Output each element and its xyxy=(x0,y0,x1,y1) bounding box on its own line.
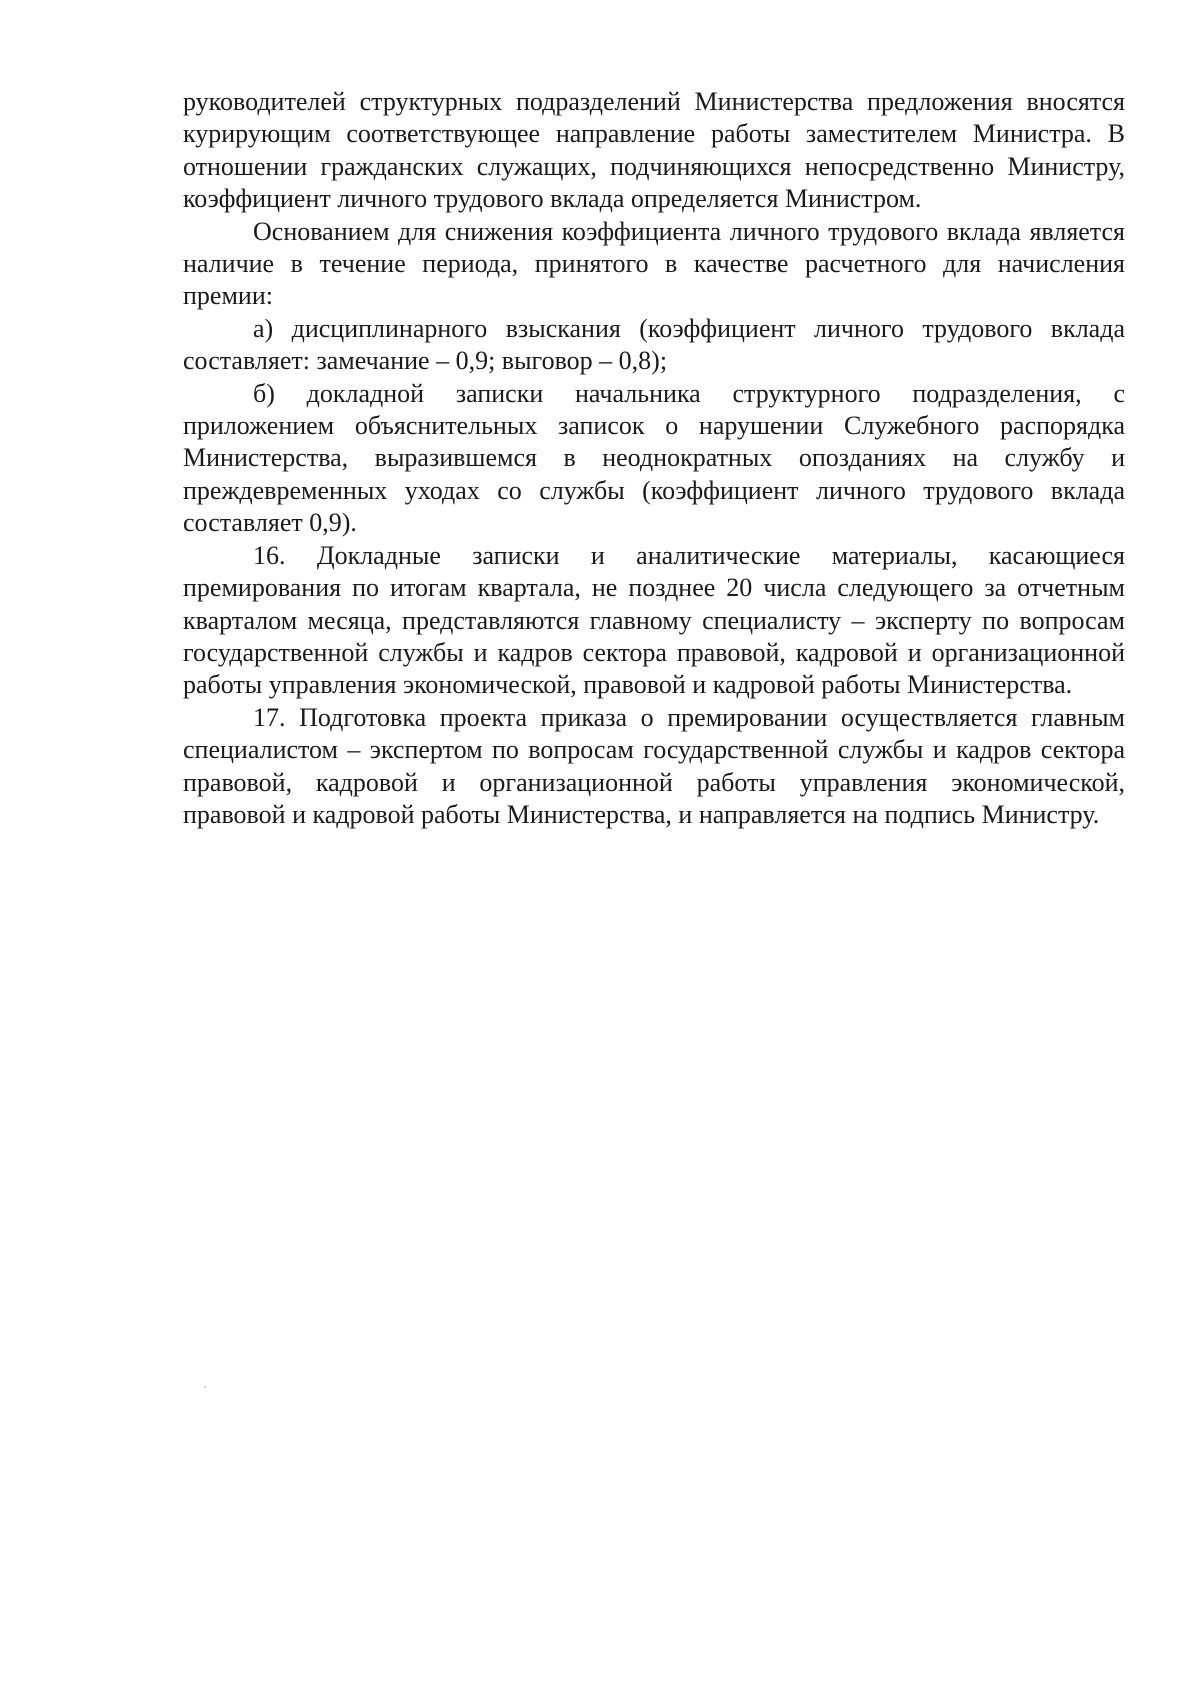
paragraph-basis: Основанием для снижения коэффициента личного трудового вклада является наличие в течение периода, принятого в качестве расчетного для начисления премии: xyxy=(183,216,1125,311)
paragraph-item-a: а) дисциплинарного взыскания (коэффициент личного трудового вклада составляет: замечание – 0,9; выговор – 0,8); xyxy=(183,313,1125,376)
paragraph-clause-16: 16. Докладные записки и аналитические материалы, касающиеся премирования по итогам квартала, не позднее 20 числа следующего за отчетным кварталом месяца, представляются главному специалисту – эксперту по вопросам государственной службы и кадров сектора правовой, кадровой и организационной работы управления экономической, правовой и кадровой работы Министерства. xyxy=(183,540,1125,700)
scan-speck xyxy=(204,1386,206,1388)
document-body xyxy=(183,86,1125,831)
paragraph-item-b: б) докладной записки начальника структурного подразделения, с приложением объяснительных записок о нарушении Служебного распорядка Министерства, выразившемся в неоднократных опозданиях на службу и преждевременных уходах со службы (коэффициент личного трудового вклада составляет 0,9). xyxy=(183,378,1125,538)
paragraph-clause-17: 17. Подготовка проекта приказа о премировании осуществляется главным специалистом – экспертом по вопросам государственной службы и кадров сектора правовой, кадровой и организационной работы управления экономической, правовой и кадровой работы Министерства, и направляется на подпись Министру. xyxy=(183,702,1125,829)
paragraph-continuation: руководителей структурных подразделений Министерства предложения вносятся курирующим соответствующее направление работы заместителем Министра. В отношении гражданских служащих, подчиняющихся непосредственно Министру, коэффициент личного трудового вклада определяется Министром. xyxy=(183,87,1125,214)
